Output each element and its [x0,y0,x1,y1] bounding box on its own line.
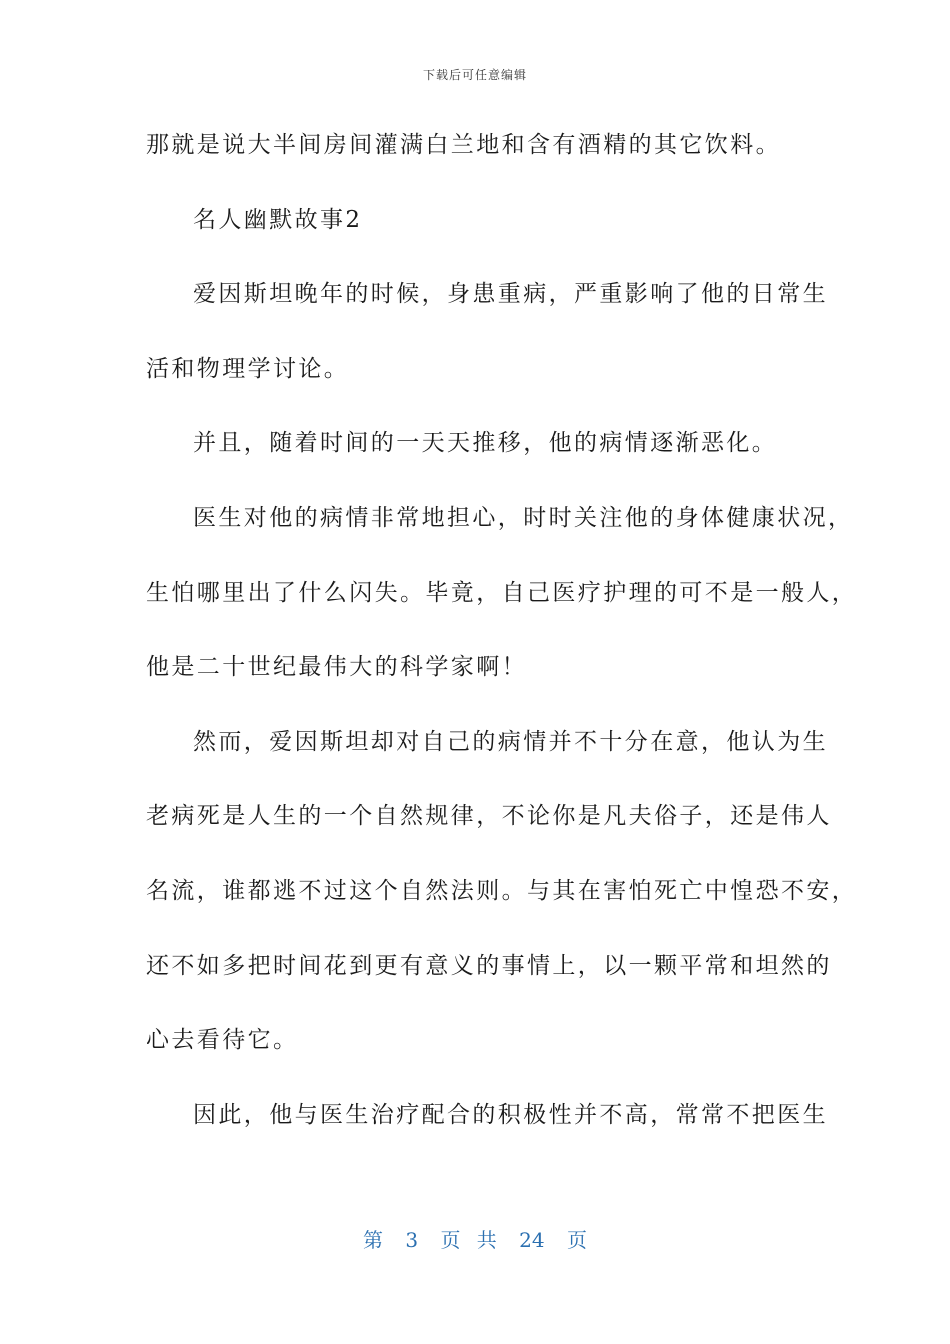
text-line: 名流，谁都逃不过这个自然法则。与其在害怕死亡中惶恐不安， [146,877,858,904]
text-line: 心去看待它。 [146,1027,299,1054]
footer-middle: 页 共 [440,1228,497,1252]
text-line: 还不如多把时间花到更有意义的事情上，以一颗平常和坦然的 [146,952,832,979]
text-line: 生怕哪里出了什么闪失。毕竟，自己医疗护理的可不是一般人， [146,579,858,606]
page-footer [0,1224,950,1253]
footer-suffix: 页 [566,1228,587,1252]
text-line: 爱因斯坦晚年的时候，身患重病，严重影响了他的日常生 [193,281,828,308]
text-line: 老病死是人生的一个自然规律，不论你是凡夫俗子，还是伟人 [146,803,832,830]
section-heading: 名人幽默故事2 [193,206,363,233]
text-line: 医生对他的病情非常地担心，时时关注他的身体健康状况， [193,504,854,531]
text-line: 然而，爱因斯坦却对自己的病情并不十分在意，他认为生 [193,728,828,755]
text-line: 并且，随着时间的一天天推移，他的病情逐渐恶化。 [193,430,778,457]
footer-prefix: 第 [363,1228,383,1252]
text-line: 活和物理学讨论。 [146,355,350,382]
header-note: 下载后可任意编辑 [422,68,527,82]
body-text [146,122,858,1166]
text-line: 那就是说大半间房间灌满白兰地和含有酒精的其它饮料。 [146,132,781,158]
total-page-count: 24 [519,1228,545,1252]
text-line: 因此，他与医生治疗配合的积极性并不高，常常不把医生 [193,1101,828,1128]
current-page-number: 3 [405,1228,419,1252]
text-line: 他是二十世纪最伟大的科学家啊！ [146,654,527,681]
